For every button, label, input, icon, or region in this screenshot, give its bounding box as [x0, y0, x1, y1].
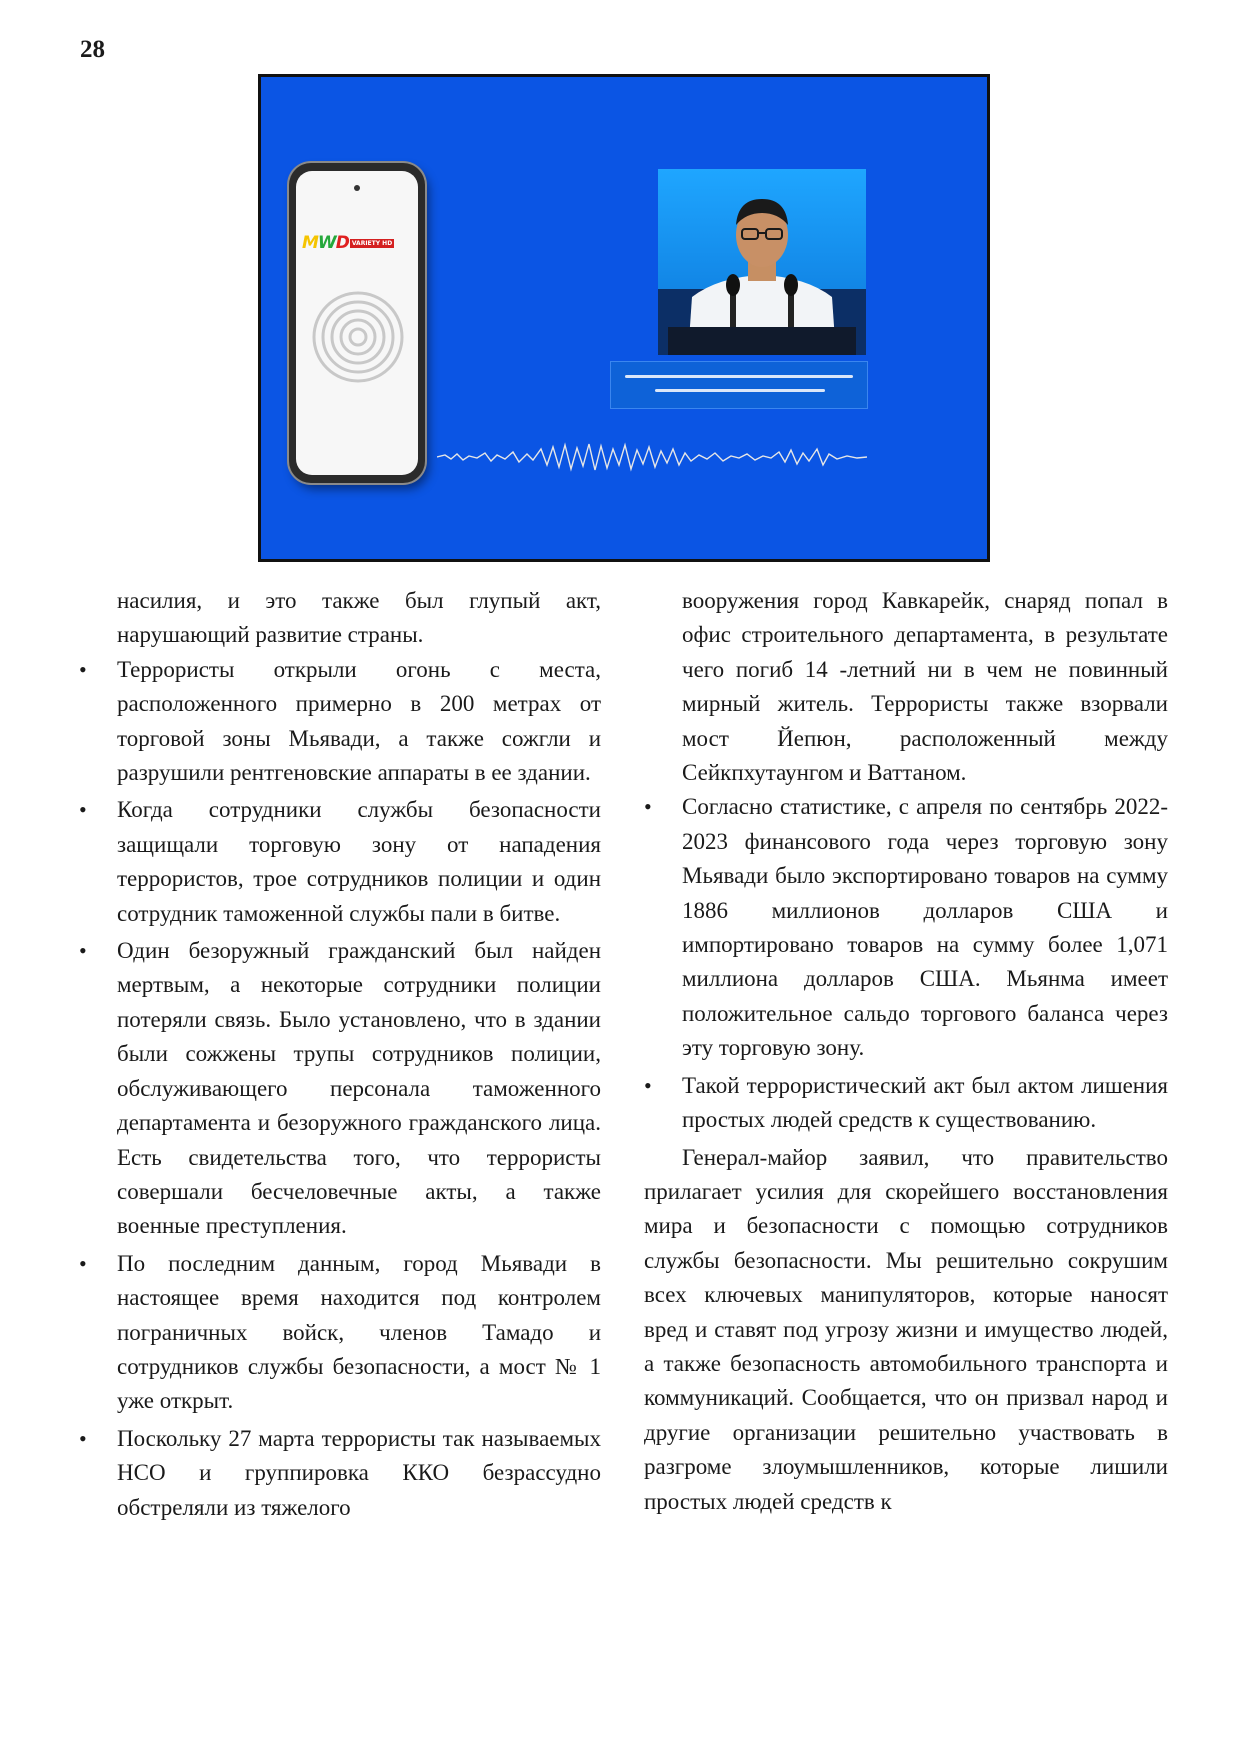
left-column — [79, 584, 601, 1528]
mwd-logo — [302, 233, 394, 253]
bullet-icon: • — [79, 797, 87, 823]
bullet-icon: • — [79, 1425, 87, 1451]
list-item: • Согласно статистике, с апреля по сентябрь 2022-2023 финансового года через торговую зону Мьявади было экспортировано товаров на сумму 1886 миллионов долларов США и импортировано товаров на сумму более 1,071 миллиона долларов США. Мьянма имеет положительное сальдо торгового баланса через эту торговую зону. — [644, 790, 1168, 1065]
bullet-icon: • — [79, 938, 87, 964]
camera-dot-icon — [354, 185, 360, 191]
list-item: • Когда сотрудники службы безопасности защищали торговую зону от нападения террористов, трое сотрудников полиции и один сотрудник таможенной службы пали в битве. — [117, 793, 601, 931]
list-item: • Поскольку 27 марта террористы так называемых НСО и группировка ККО безрассудно обстреляли из тяжелого — [117, 1422, 601, 1525]
logo-letter-d: D — [335, 233, 349, 253]
news-video-still — [258, 74, 990, 562]
right-bullet-list — [644, 790, 1168, 1137]
bullet-icon: • — [644, 794, 652, 820]
caption-line-1 — [625, 375, 853, 378]
caption-line-2 — [655, 389, 825, 392]
right-continuation-text: вооружения город Кавкарейк, снаряд попал в офис строительного департамента, в результате чего погиб 14 -летний ни в чем не повинный мирный житель. Террористы также взорвали мост Йепюн, расположенный между Сейкпхутаунгом и Ваттаном. — [682, 588, 1168, 786]
logo-letter-m: M — [302, 233, 318, 253]
page-number: 28 — [80, 36, 105, 63]
right-column — [644, 584, 1168, 1519]
list-item: • Такой террористический акт был актом лишения простых людей средств к существованию. — [644, 1069, 1168, 1138]
logo-subtitle: VARIETY HD — [351, 240, 393, 247]
list-item: • По последним данным, город Мьявади в настоящее время находится под контролем пограничных войск, членов Тамадо и сотрудников службы безопасности, а мост № 1 уже открыт. — [117, 1247, 601, 1419]
audio-waveform-icon — [437, 437, 867, 477]
list-item: • Террористы открыли огонь с места, расположенного примерно в 200 метрах от торговой зоны Мьявади, а также сожгли и разрушили рентгеновские аппараты в ее здании. — [117, 653, 601, 791]
bullet-icon: • — [79, 656, 87, 682]
speaker-figure — [658, 169, 866, 355]
smartphone-graphic — [289, 163, 425, 483]
sound-waves-icon — [310, 289, 406, 385]
bullet-icon: • — [79, 1250, 87, 1276]
left-bullet-list — [79, 653, 601, 1525]
bullet-icon: • — [644, 1072, 652, 1098]
speaker-caption-box — [610, 361, 868, 409]
speaker-video-panel — [658, 169, 866, 355]
list-item: • Один безоружный гражданский был найден мертвым, а некоторые сотрудники полиции потеряли связь. Было установлено, что в здании были сожжены трупы сотрудников полиции, обслуживающего персонала таможенного департамента и безоружного гражданского лица. Есть свидетельства того, что террористы совершали бесчеловечные акты, а также военные преступления. — [117, 934, 601, 1244]
left-continuation-text: насилия, и это также был глупый акт, нарушающий развитие страны. — [117, 588, 601, 648]
phone-screen — [296, 171, 418, 475]
closing-paragraph: Генерал-майор заявил, что правительство прилагает усилия для скорейшего восстановления мира и безопасности с помощью сотрудников службы безопасности. Мы решительно сокрушим всех ключевых манипуляторов, которые наносят вред и ставят под угрозу жизни и имущество людей, а также безопасность автомобильного транспорта и коммуникаций. Сообщается, что он призвал народ и другие организации решительно участвовать в разгроме злоумышленников, которые лишили простых людей средств к — [644, 1144, 1168, 1514]
logo-letter-w: W — [317, 233, 336, 253]
